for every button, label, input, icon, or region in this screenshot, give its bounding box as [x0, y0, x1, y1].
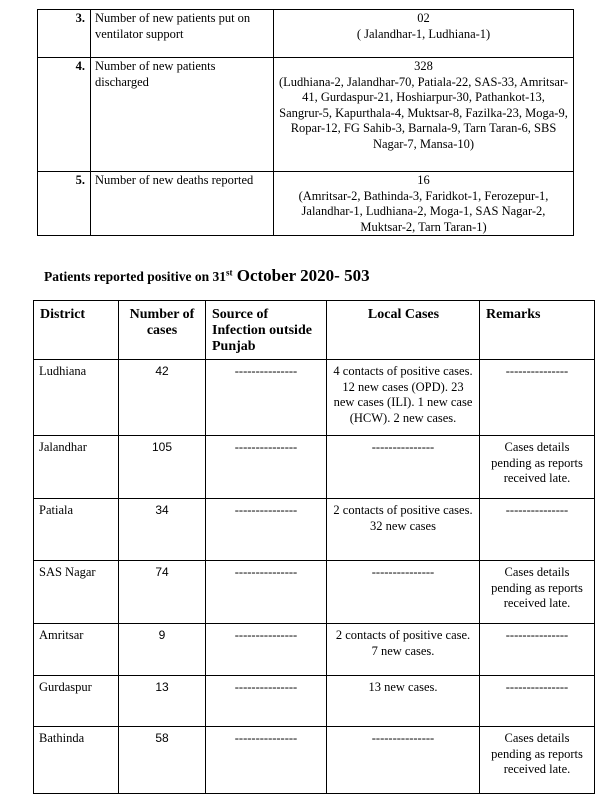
source-cell: ---------------	[206, 676, 327, 727]
column-header-remarks: Remarks	[480, 301, 595, 360]
table-row	[34, 499, 595, 561]
column-header-source: Source of Infection outside Punjab	[206, 301, 327, 360]
item-value: 328	[414, 59, 433, 73]
source-cell: ---------------	[206, 561, 327, 624]
district-table	[33, 300, 595, 794]
remarks-cell: ---------------	[480, 624, 595, 676]
heading-prefix: Patients reported positive on 31	[44, 269, 226, 284]
remarks-cell: ---------------	[480, 676, 595, 727]
item-value: 16	[417, 173, 430, 187]
source-cell: ---------------	[206, 360, 327, 436]
local-cases-cell: 4 contacts of positive cases. 12 new cases (OPD). 23 new cases (ILI). 1 new case (HCW). 2 new cases.	[327, 360, 480, 436]
local-cases-cell: 2 contacts of positive cases. 32 new cases	[327, 499, 480, 561]
header-row	[34, 301, 595, 360]
district-name: Bathinda	[34, 727, 119, 794]
item-label: Number of new deaths reported	[91, 172, 274, 236]
serial-number: 5.	[38, 172, 91, 236]
serial-number: 3.	[38, 10, 91, 58]
remarks-cell: ---------------	[480, 360, 595, 436]
item-detail: ( Jalandhar-1, Ludhiana-1)	[356, 26, 491, 41]
source-cell: ---------------	[206, 727, 327, 794]
column-header-local: Local Cases	[327, 301, 480, 360]
source-cell: ---------------	[206, 499, 327, 561]
district-name: Jalandhar	[34, 436, 119, 499]
summary-table	[37, 9, 574, 236]
item-detail: (Ludhiana-2, Jalandhar-70, Patiala-22, SAS-33, Amritsar-41, Gurdaspur-21, Hoshiarpur-30, Pathankot-13, Sangrur-5, Kapurthala-4, Muktsar-8, Fazilka-23, Moga-9, Ropar-12, FG Sahib-3, Barnala-9, Tarn Taran-6, SBS Nagar-7, Mansa-10)	[279, 74, 569, 151]
table-row	[34, 360, 595, 436]
summary-row	[38, 172, 574, 236]
case-count: 58	[119, 727, 206, 794]
table-row	[34, 727, 595, 794]
table-row	[34, 624, 595, 676]
case-count: 9	[119, 624, 206, 676]
column-header-district: District	[34, 301, 119, 360]
local-cases-cell: 2 contacts of positive case. 7 new cases.	[327, 624, 480, 676]
local-cases-cell: 13 new cases.	[327, 676, 480, 727]
district-name: Patiala	[34, 499, 119, 561]
remarks-cell: Cases details pending as reports received late.	[480, 727, 595, 794]
heading-suffix: October 2020- 503	[232, 266, 370, 285]
item-label: Number of new patients discharged	[91, 58, 274, 172]
item-value-cell	[274, 58, 574, 172]
item-value-cell	[274, 10, 574, 58]
district-name: Ludhiana	[34, 360, 119, 436]
case-count: 34	[119, 499, 206, 561]
district-name: Gurdaspur	[34, 676, 119, 727]
source-cell: ---------------	[206, 624, 327, 676]
heading-superscript: st	[226, 267, 233, 278]
table-row	[34, 436, 595, 499]
local-cases-cell: ---------------	[327, 727, 480, 794]
district-name: SAS Nagar	[34, 561, 119, 624]
item-value: 02	[417, 11, 430, 25]
case-count: 42	[119, 360, 206, 436]
remarks-cell: Cases details pending as reports received late.	[480, 561, 595, 624]
source-cell: ---------------	[206, 436, 327, 499]
item-detail: (Amritsar-2, Bathinda-3, Faridkot-1, Ferozepur-1, Jalandhar-1, Ludhiana-2, Moga-1, SAS Nagar-2, Muktsar-2, Tarn Taran-1)	[298, 188, 549, 234]
serial-number: 4.	[38, 58, 91, 172]
table-row	[34, 561, 595, 624]
item-label: Number of new patients put on ventilator support	[91, 10, 274, 58]
case-count: 13	[119, 676, 206, 727]
case-count: 105	[119, 436, 206, 499]
remarks-cell: ---------------	[480, 499, 595, 561]
column-header-cases: Number of cases	[119, 301, 206, 360]
item-value-cell	[274, 172, 574, 236]
summary-row	[38, 10, 574, 58]
table-row	[34, 676, 595, 727]
remarks-cell: Cases details pending as reports received late.	[480, 436, 595, 499]
local-cases-cell: ---------------	[327, 561, 480, 624]
case-count: 74	[119, 561, 206, 624]
local-cases-cell: ---------------	[327, 436, 480, 499]
section-heading	[44, 266, 370, 286]
district-name: Amritsar	[34, 624, 119, 676]
summary-row	[38, 58, 574, 172]
